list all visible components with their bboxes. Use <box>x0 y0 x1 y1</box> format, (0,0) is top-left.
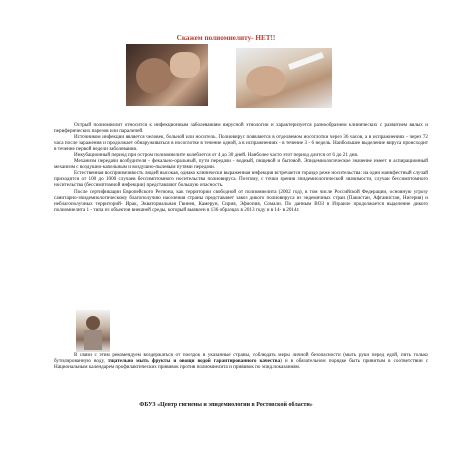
organization-footer: ФБУЗ «Центр гигиены и эпидемиологии в Ростовской области» <box>139 402 313 408</box>
vaccination-photo-dropper <box>236 48 332 108</box>
child-polio-photo <box>76 310 110 352</box>
advice-block <box>54 352 428 370</box>
vaccination-photo-child-drops <box>126 44 208 106</box>
advice-paragraph <box>54 352 428 370</box>
advice-emphasis: тщательно мыть фрукты и овощи водой гарантированного качества <box>107 358 281 365</box>
paragraph: Естественная восприимчивость людей высокая, однако клинически выраженная инфекция встречается гораздо реже носительства: на один манифестный случай приходится от 100 до 1000 случаев бессимптомного носительства полиовируса. Поэтому, с точки зрения эпидемиологической значимости, случаи бессимптомного носительства (бессимптомной инфекции) представляют большую опасность. <box>54 170 428 189</box>
advice-text-end: ) и в обязательном порядке быть привитым в соответствии с Национальным календарем профилактических прививок против полиомиелита и прививок по эпид.показаниям. <box>54 358 428 371</box>
paragraph: Источником инфекции является человек, больной или носитель. Полиовирус появляется в отделяемом носоглотки через 36 часов, а в испражнениях - через 72 часа после заражения и продолжает обнаруживаться в носоглотке в течение одной, а в испражнениях - в течение 3 - 6 недель. Наибольшее выделение вируса происходит в течение первой недели заболевания. <box>54 134 428 153</box>
advice-text: В связи с этим рекомендуем воздержаться от поездок в указанные страны, соблюдать меры личной безопасности (мыть руки перед едой, пить только бутилированную воду, <box>54 352 428 365</box>
paragraph: Механизм передачи возбудителя - фекально-оральный, пути передачи - водный, пищевой и бытовой. Эпидемиологическое значение имеет и аспирационный механизм с воздушно-капельным и воздушно-пылевым путями передачи. <box>54 158 428 171</box>
paragraph: После сертификации Европейского Региона, как территории свободной от полиомиелита (2002 год), в том числе Российской Федерации, основную угрозу санитарно-эпидемиологическому благополучию населения страны представляет завоз дикого полиовируса из эндемичных стран (Пакистан, Афганистан, Нигерия) и неблагополучных территорий- Ирак, Экваториальная Гвинея, Камерун, Сирия, Эфиопия, Сомали. По данным ВОЗ в Израиле продолжается выделение дикого полиомиелита 1 - типа из объектов внешней среды, который выявлен в 136 образцах в 2013 году и в 14- в 2014г. <box>54 188 428 213</box>
page-title: Скажем полиомиелиту- НЕТ!! <box>176 34 276 42</box>
paragraph: Инкубационный период при остром полиомиелите колеблется от 4 до 30 дней. Наиболее часто этот период длится от 6 до 21 дня. <box>74 152 359 159</box>
paragraph: Острый полиомиелит относится к инфекционным заболеваниям вирусной этиологии и характеризуется разнообразием клинических с развитием вялых и периферических парезов или параличей. <box>54 122 428 135</box>
article-body <box>54 122 428 213</box>
